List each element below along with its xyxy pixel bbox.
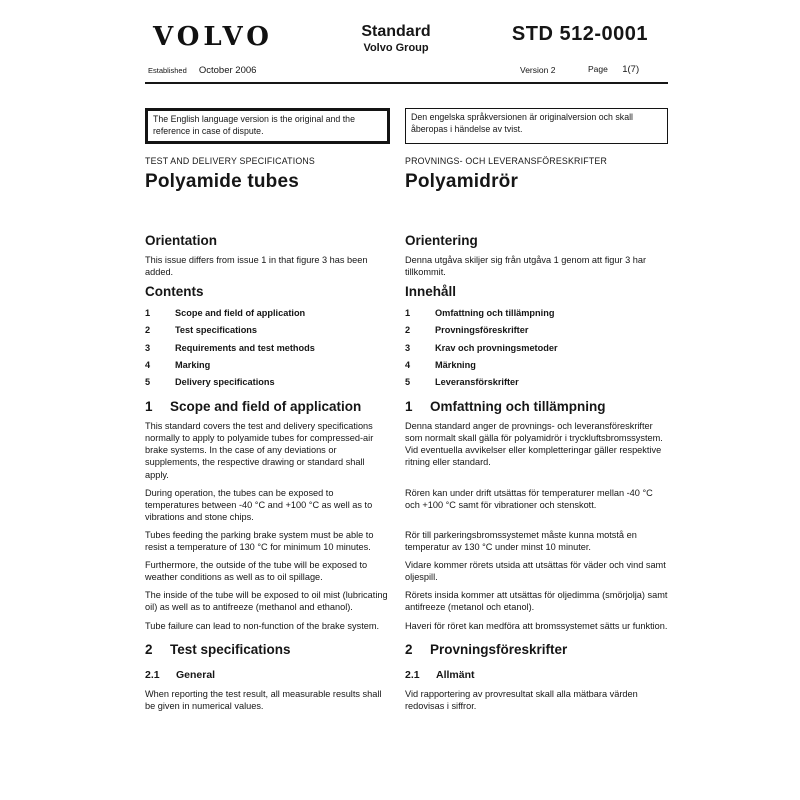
section1-paragraph-sv-4: Vidare kommer rörets utsida att utsättas för väder och vind samt oljespill.: [405, 560, 666, 583]
kicker-sv: PROVNINGS- OCH LEVERANSFÖRESKRIFTER: [405, 156, 608, 166]
orientation-heading-sv: Orientering: [405, 233, 478, 248]
section1-paragraph-en-2: During operation, the tubes can be exposed to temperatures between -40 °C and +100 °C as well as to vibrations and stone chips.: [145, 487, 373, 522]
contents-list-sv: [405, 305, 668, 391]
toc-item-number: 4: [405, 359, 411, 370]
section2-sub-heading-en: [145, 669, 390, 682]
section1-paragraph-en-6: Tube failure can lead to non-function of the brake system.: [145, 620, 380, 631]
toc-item: [405, 322, 668, 339]
section1-paragraph-sv-3: Rör till parkeringsbromssystemet måste kunna motstå en temperatur av 130 °C under minst 10 minuter.: [405, 529, 637, 553]
toc-item-label: Delivery specifications: [175, 377, 275, 387]
toc-item-label: Marking: [175, 359, 211, 370]
toc-item-number: 5: [145, 377, 151, 387]
doc-title-sv: Polyamidrör: [405, 171, 519, 192]
section2-body-en: When reporting the test result, all measurable results shall be given in numerical values.: [145, 688, 382, 711]
doc-title-en: Polyamide tubes: [145, 171, 299, 192]
toc-item-number: 4: [145, 359, 151, 370]
section2-sub-heading-sv: [405, 669, 668, 682]
volvo-logo: VOLVO: [153, 22, 273, 52]
section-title: Provningsföreskrifter: [430, 641, 568, 657]
toc-item-number: 1: [405, 308, 411, 319]
page-content: [145, 14, 668, 718]
toc-item: [145, 374, 390, 391]
title-row: [145, 156, 668, 193]
section2-heading-sv: [405, 642, 668, 658]
section1-paragraph-en-4: Furthermore, the outside of the tube will be exposed to weather conditions as well as to oil spillage.: [145, 560, 368, 583]
section1-paragraph-sv-1: Denna standard anger de provnings- och leveransföreskrifter som normalt skall gälla för polyamidrör i tryckluftsbromssystem. Vid eventuella avvikelser eller kompletteringar gäller respektive ritning eller standard.: [405, 421, 663, 468]
toc-item: [405, 374, 668, 391]
document-header: [145, 14, 668, 84]
notice-box-sv: Den engelska språkversionen är originalversion och skall åberopas i händelse av tvist.: [405, 108, 668, 144]
toc-item-label: Leveransförskrifter: [435, 377, 519, 387]
page-number: 1(7): [622, 64, 640, 75]
subsection-number: 2.1: [405, 668, 420, 681]
toc-item-label: Krav och provningsmetoder: [435, 342, 558, 353]
section1-paragraph-sv-2: Rören kan under drift utsättas för temperaturer mellan -40 °C och +100 °C samt för vibrationer och stenskott.: [405, 487, 653, 510]
title-block-sv: [405, 156, 668, 193]
toc-item: [145, 305, 390, 322]
toc-item: [405, 305, 668, 322]
doc-number: STD 512-0001: [511, 23, 648, 45]
section-number: 1: [405, 399, 413, 415]
kicker-en: TEST AND DELIVERY SPECIFICATIONS: [145, 156, 316, 166]
page-label: Page: [588, 64, 608, 74]
orientation-body-en: This issue differs from issue 1 in that figure 3 has been added.: [145, 255, 368, 278]
toc-item: [405, 357, 668, 374]
toc-item-label: Requirements and test methods: [175, 342, 315, 353]
toc-item-label: Omfattning och tillämpning: [435, 308, 555, 319]
established-value: October 2006: [198, 65, 257, 76]
doc-type-label: Standard: [361, 23, 431, 40]
section1-paragraph-sv-5: Rörets insida kommer att utsättas för oljedimma (smörjolja) samt antifreeze (metanol och etanol).: [405, 590, 668, 613]
toc-item-label: Märkning: [435, 359, 476, 370]
section1-paragraph-sv-6: Haveri för röret kan medföra att bromssystemet sätts ur funktion.: [405, 620, 668, 631]
toc-item-number: 1: [145, 308, 151, 319]
section-number: 1: [145, 399, 153, 415]
section1-paragraph-en-5: The inside of the tube will be exposed to oil mist (lubricating oil) as well as to antifreeze (methanol and ethanol).: [145, 590, 388, 613]
contents-heading-sv: Innehåll: [405, 284, 457, 300]
subsection-title: Allmänt: [436, 668, 475, 681]
page-info: [588, 64, 639, 75]
contents-heading-en: Contents: [145, 284, 204, 300]
section1-paragraph-en-3: Tubes feeding the parking brake system must be able to resist a temperature of 130 °C for minimum 10 minutes.: [145, 529, 374, 553]
section-title: Scope and field of application: [170, 399, 362, 415]
toc-item: [145, 357, 390, 374]
title-block-en: [145, 156, 390, 193]
section-number: 2: [145, 641, 153, 657]
subsection-number: 2.1: [145, 668, 160, 681]
toc-item-label: Provningsföreskrifter: [435, 325, 529, 336]
toc-item: [405, 340, 668, 357]
toc-item-number: 5: [405, 377, 411, 387]
toc-item: [145, 322, 390, 339]
section-title: Test specifications: [170, 641, 291, 657]
section-number: 2: [405, 641, 413, 657]
orientation-body-sv: Denna utgåva skiljer sig från utgåva 1 genom att figur 3 har tillkommit.: [405, 255, 647, 278]
notice-box-en: The English language version is the original and the reference in case of dispute.: [145, 108, 390, 144]
toc-item-number: 2: [145, 325, 151, 336]
contents-list-en: [145, 305, 390, 391]
toc-item-number: 3: [405, 342, 411, 353]
version-label: Version 2: [520, 65, 556, 75]
notice-row: [145, 108, 668, 144]
established-label: Established: [148, 66, 187, 75]
toc-item-number: 2: [405, 325, 411, 336]
main-body: [145, 233, 668, 718]
section-title: Omfattning och tillämpning: [430, 399, 606, 415]
org-label: Volvo Group: [363, 42, 429, 54]
toc-item-label: Test specifications: [175, 325, 258, 336]
established-field: [148, 65, 256, 76]
orientation-heading-en: Orientation: [145, 233, 218, 248]
section2-heading-en: [145, 642, 390, 658]
toc-item: [145, 340, 390, 357]
subsection-title: General: [176, 668, 216, 681]
section2-body-sv: Vid rapportering av provresultat skall alla mätbara värden redovisas i siffror.: [405, 688, 638, 711]
toc-item-label: Scope and field of application: [175, 308, 306, 319]
header-center: [361, 23, 430, 54]
section1-heading-en: [145, 399, 390, 415]
section1-paragraph-en-1: This standard covers the test and delivery specifications normally to apply to polyamide tubes for compressed-air brake systems. In the case of any deviations or supplements, the respective drawing or standard shall apply.: [145, 421, 374, 480]
toc-item-number: 3: [145, 342, 151, 353]
section1-heading-sv: [405, 399, 668, 415]
